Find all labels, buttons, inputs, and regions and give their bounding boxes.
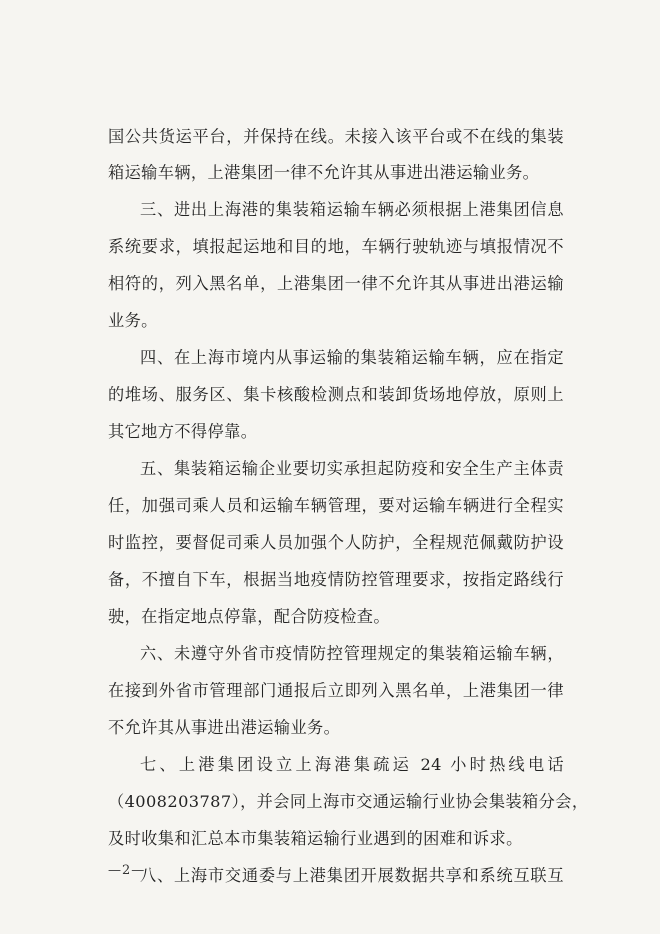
paragraph-four-start: 四、在上海市境内从事运输的集装箱运输车辆，应在指定 [140,348,564,367]
text-line: 箱运输车辆，上港集团一律不允许其从事进出港运输业务。 [108,163,540,182]
paragraph-five-start: 五、集装箱运输企业要切实承担起防疫和安全生产主体责 [140,459,564,478]
paragraph-seven-start: 七、上港集团设立上海港集疏运 24 小时热线电话 [140,755,564,774]
text-line: 驶，在指定地点停靠，配合防疫检查。 [108,607,390,626]
paragraph-eight-start: 八、上海市交通委与上港集团开展数据共享和系统互联互 [140,866,564,885]
text-line: 不允许其从事进出港运输业务。 [108,718,341,737]
text-line: 及时收集和汇总本市集装箱运输行业遇到的困难和诉求。 [108,829,523,848]
text-line: 在接到外省市管理部门通报后立即列入黑名单，上港集团一律 [108,681,564,700]
page-number: —2— [108,863,146,878]
text-line: 的堆场、服务区、集卡核酸检测点和装卸货场地停放，原则上 [108,385,564,404]
paragraph-six-start: 六、未遵守外省市疫情防控管理规定的集装箱运输车辆， [140,644,564,663]
text-line: （4008203787），并会同上海市交通运输行业协会集装箱分会， [108,792,589,811]
text-line: 国公共货运平台，并保持在线。未接入该平台或不在线的集装 [108,127,564,146]
document-body [108,120,589,885]
text-line: 任，加强司乘人员和运输车辆管理，要对运输车辆进行全程实 [108,496,564,515]
paragraph-three-start: 三、进出上海港的集装箱运输车辆必须根据上港集团信息 [140,200,564,219]
text-line: 时监控，要督促司乘人员加强个人防护，全程规范佩戴防护设 [108,533,564,552]
text-line: 系统要求，填报起运地和目的地，车辆行驶轨迹与填报情况不 [108,237,564,256]
text-line: 相符的，列入黑名单，上港集团一律不允许其从事进出港运输 [108,274,564,293]
text-line: 业务。 [108,311,158,330]
text-line: 其它地方不得停靠。 [108,422,258,441]
text-line: 备，不擅自下车，根据当地疫情防控管理要求，按指定路线行 [108,570,564,589]
